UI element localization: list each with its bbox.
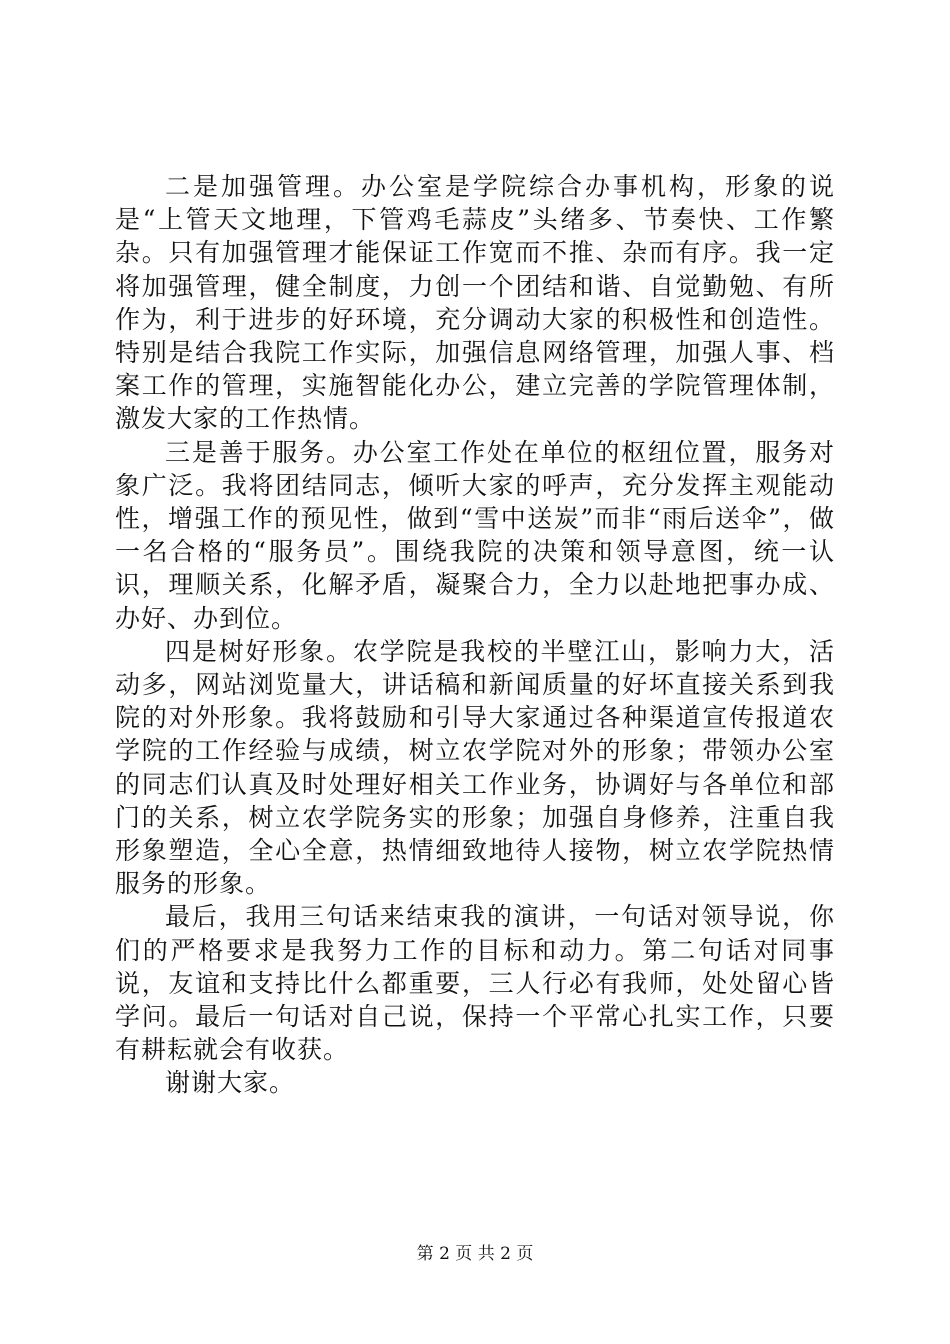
paragraph-good-image: 四是树好形象。农学院是我校的半壁江山，影响力大，活动多，网站浏览量大，讲话稿和新闻质量的好坏直接关系到我院的对外形象。我将鼓励和引导大家通过各种渠道宣传报道农学院的工作经验与成绩，树立农学院对外的形象；带领办公室的同志们认真及时处理好相关工作业务，协调好与各单位和部门的关系，树立农学院务实的形象；加强自身修养，注重自我形象塑造，全心全意，热情细致地待人接物，树立农学院热情服务的形象。 bbox=[115, 636, 835, 899]
page-number-footer: 第 2 页 共 2 页 bbox=[416, 1244, 534, 1264]
paragraph-good-service: 三是善于服务。办公室工作处在单位的枢纽位置，服务对象广泛。我将团结同志，倾听大家的呼声，充分发挥主观能动性，增强工作的预见性，做到“雪中送炭”而非“雨后送伞”，做一名合格的“服务员”。围绕我院的决策和领导意图，统一认识，理顺关系，化解矛盾，凝聚合力，全力以赴地把事办成、办好、办到位。 bbox=[115, 437, 835, 633]
paragraph-thanks: 谢谢大家。 bbox=[165, 1068, 296, 1098]
paragraph-strengthen-management: 二是加强管理。办公室是学院综合办事机构，形象的说是“上管天文地理，下管鸡毛蒜皮”头绪多、节奏快、工作繁杂。只有加强管理才能保证工作宽而不推、杂而有序。我一定将加强管理，健全制度，力创一个团结和谐、自觉勤勉、有所作为，利于进步的好环境，充分调动大家的积极性和创造性。特别是结合我院工作实际，加强信息网络管理，加强人事、档案工作的管理，实施智能化办公，建立完善的学院管理体制，激发大家的工作热情。 bbox=[115, 172, 835, 434]
paragraph-closing-remarks: 最后，我用三句话来结束我的演讲，一句话对领导说，你们的严格要求是我努力工作的目标和动力。第二句话对同事说，友谊和支持比什么都重要，三人行必有我师，处处留心皆学问。最后一句话对自己说，保持一个平常心扎实工作，只要有耕耘就会有收获。 bbox=[115, 902, 835, 1065]
document-body bbox=[115, 170, 835, 1100]
